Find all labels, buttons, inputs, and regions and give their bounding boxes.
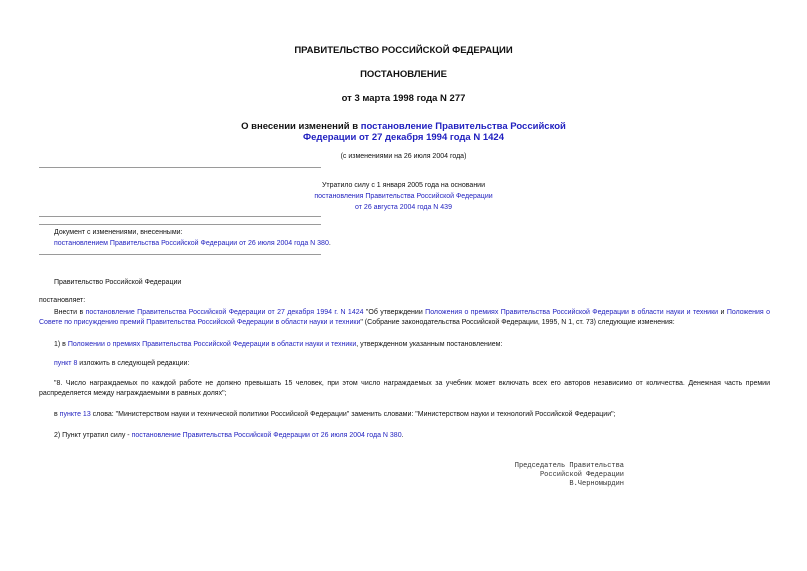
paragraph-3 <box>39 359 770 369</box>
p3-link-item8[interactable]: пункт 8 <box>54 360 78 367</box>
divider-line <box>39 254 321 255</box>
p1-pre: Внести в <box>54 309 86 316</box>
p1-link-council[interactable]: Положения о Совете по присуждению премий Правительства Российской Федерации в области науки и техники <box>39 309 771 326</box>
amendments-link[interactable]: постановлением Правительства Российской Федерации от 26 июля 2004 года N 380 <box>54 240 329 247</box>
government-heading: ПРАВИТЕЛЬСТВО РОССИЙСКОЙ ФЕДЕРАЦИИ <box>294 45 513 56</box>
document-date: от 3 марта 1998 года N 277 <box>341 93 466 104</box>
paragraph-6 <box>39 431 770 441</box>
divider-line <box>39 216 321 217</box>
paragraph-1 <box>39 308 770 328</box>
p2-post: , утвержденном указанным постановлением: <box>356 341 503 348</box>
amendments-end: . <box>328 240 331 247</box>
p1-link-regulation[interactable]: Положения о премиях Правительства Российской Федерации в области науки и техники <box>425 309 719 316</box>
signature-block <box>420 462 624 489</box>
divider-line <box>39 167 321 168</box>
divider-line <box>39 224 321 225</box>
p3-post: изложить в следующей редакции: <box>77 360 190 367</box>
p5-pre: в <box>54 411 60 418</box>
p1-link-decree[interactable]: постановление Правительства Российской Федерации от 27 декабря 1994 г. N 1424 <box>85 309 364 316</box>
document-type: ПОСТАНОВЛЕНИЕ <box>360 69 447 80</box>
title-prefix: О внесении изменений в <box>241 121 361 132</box>
p2-link-regulation[interactable]: Положении о премиях Правительства Российской Федерации в области науки и техники <box>67 341 357 348</box>
p6-link-decree-380[interactable]: постановление Правительства Российской Федерации от 26 июля 2004 года N 380 <box>131 432 402 439</box>
p6-post: . <box>401 432 404 439</box>
p5-link-item13[interactable]: пункте 13 <box>59 411 91 418</box>
p1-mid2: и <box>718 309 727 316</box>
p5-post: слова: "Министерством науки и технической политики Российской Федерации" заменить словами: "Министерством науки и технологий Российской Федерации"; <box>90 411 616 418</box>
p2-pre: 1) в <box>54 341 68 348</box>
p1-post: " (Собрание законодательства Российской Федерации, 1995, N 1, ст. 73) следующие изменения: <box>360 319 675 326</box>
paragraph-4: "8. Число награждаемых по каждой работе не должно превышать 15 человек, при этом число награждаемых за учебник может включать всех его авторов независимо от количества. Денежная часть премии распределяется между награждаемыми в равных долях"; <box>39 380 770 397</box>
expired-link-line3[interactable]: от 26 августа 2004 года N 439 <box>355 204 452 211</box>
signature-line2: Российской Федерации <box>539 471 624 479</box>
changes-note: (с изменениями на 26 июля 2004 года) <box>340 153 467 160</box>
amendments-label: Документ с изменениями, внесенными: <box>54 229 183 236</box>
title-link-decree-1424-part1[interactable]: постановление Правительства Российской <box>360 121 566 132</box>
document-title <box>0 121 807 143</box>
p6-pre: 2) Пункт утратил силу - <box>54 432 132 439</box>
expired-link-line2[interactable]: постановления Правительства Российской Федерации <box>314 193 493 200</box>
p1-mid: "Об утверждении <box>363 309 426 316</box>
decrees-word: постановляет: <box>39 297 86 304</box>
paragraph-2 <box>39 340 770 350</box>
expired-notice <box>0 180 807 213</box>
issuer: Правительство Российской Федерации <box>54 279 182 286</box>
title-link-decree-1424-part2[interactable]: Федерации от 27 декабря 1994 года N 1424 <box>303 132 504 143</box>
paragraph-5 <box>39 410 770 420</box>
expired-line1: Утратило силу с 1 января 2005 года на основании <box>321 182 486 189</box>
signature-line3: В.Черномырдин <box>569 480 624 488</box>
signature-line1: Председатель Правительства <box>514 462 624 470</box>
amendments-block <box>54 227 331 249</box>
